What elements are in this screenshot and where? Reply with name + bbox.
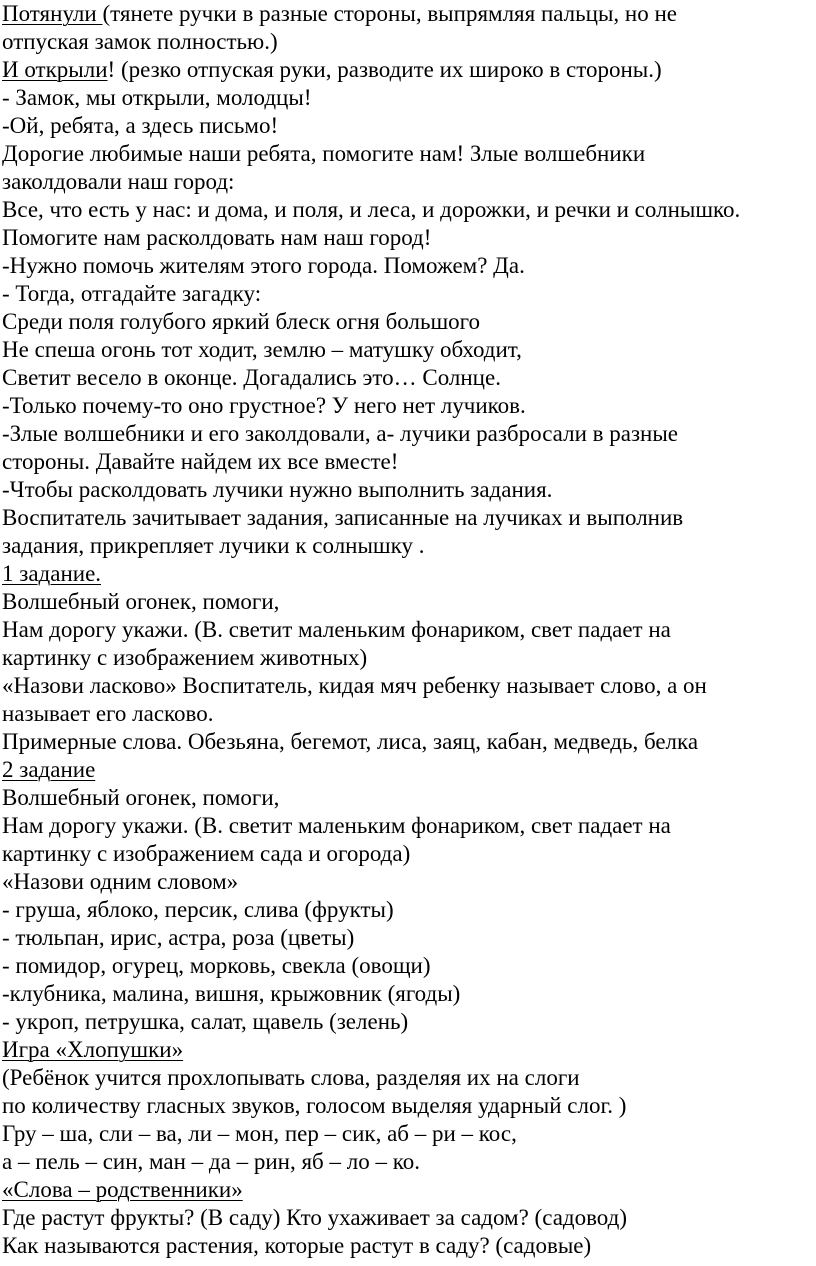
text-line: задания, прикрепляет лучики к солнышку .: [2, 533, 425, 558]
underlined-phrase: Потянули: [2, 1, 103, 26]
list-item: - укроп, петрушка, салат, щавель (зелень): [2, 1009, 409, 1034]
text-line: - Замок, мы открыли, молодцы!: [2, 85, 312, 110]
text-line: картинку с изображением животных): [2, 645, 368, 670]
text-line: Все, что есть у нас: и дома, и поля, и леса, и дорожки, и речки и солнышко.: [2, 197, 741, 222]
document-page: [2, 0, 814, 1260]
text-fragment: ! (резко отпуская руки, разводите их широко в стороны.): [107, 57, 662, 82]
text-line: Нам дорогу укажи. (В. светит маленьким фонариком, свет падает на: [2, 813, 671, 838]
text-line: -Злые волшебники и его заколдовали, а- лучики разбросали в разные: [2, 421, 679, 446]
list-item: - груша, яблоко, персик, слива (фрукты): [2, 897, 394, 922]
text-line: Как называются растения, которые растут в саду? (садовые): [2, 1233, 592, 1258]
task-1-heading: 1 задание.: [2, 561, 102, 586]
riddle-line: Среди поля голубого яркий блеск огня большого: [2, 309, 481, 334]
task-2-heading: 2 задание: [2, 757, 96, 782]
section-heading: [2, 756, 814, 784]
text-line: называет его ласково.: [2, 701, 214, 726]
text-line: отпуская замок полностью.): [2, 29, 278, 54]
text-line: Помогите нам расколдовать нам наш город!: [2, 225, 432, 250]
text-line: -Ой, ребята, а здесь письмо!: [2, 113, 279, 138]
text-line: Гру – ша, сли – ва, ли – мон, пер – сик, аб – ри – кос,: [2, 1121, 517, 1146]
text-line: -Нужно помочь жителям этого города. Поможем? Да.: [2, 253, 525, 278]
text-line: а – пель – син, ман – да – рин, яб – ло – ко.: [2, 1149, 420, 1174]
text-line: (Ребёнок учится прохлопывать слова, разделяя их на слоги: [2, 1065, 580, 1090]
riddle-line: Не спеша огонь тот ходит, землю – матушку обходит,: [2, 337, 522, 362]
text-line: Волшебный огонек, помоги,: [2, 785, 280, 810]
underlined-phrase: И открыли: [2, 57, 108, 82]
text-line: [2, 0, 814, 28]
text-line: Где растут фрукты? (В саду) Кто ухаживает за садом? (садовод): [2, 1205, 628, 1230]
text-line: заколдовали наш город:: [2, 169, 235, 194]
text-line: «Назови ласково» Воспитатель, кидая мяч ребенку называет слово, а он: [2, 673, 707, 698]
text-line: -Только почему-то оно грустное? У него нет лучиков.: [2, 393, 526, 418]
riddle-line: Светит весело в оконце. Догадались это… Солнце.: [2, 365, 501, 390]
text-line: картинку с изображением сада и огорода): [2, 841, 411, 866]
list-item: -клубника, малина, вишня, крыжовник (ягоды): [2, 981, 461, 1006]
section-heading: [2, 1036, 814, 1064]
text-line: Нам дорогу укажи. (В. светит маленьким фонариком, свет падает на: [2, 617, 671, 642]
text-line: Примерные слова. Обезьяна, бегемот, лиса, заяц, кабан, медведь, белка: [2, 729, 699, 754]
text-line: [2, 56, 814, 84]
list-item: - тюльпан, ирис, астра, роза (цветы): [2, 925, 355, 950]
text-line: - Тогда, отгадайте загадку:: [2, 281, 262, 306]
text-line: стороны. Давайте найдем их все вместе!: [2, 449, 399, 474]
game-heading: Игра «Хлопушки»: [2, 1037, 184, 1062]
section-heading: [2, 1176, 814, 1204]
list-item: - помидор, огурец, морковь, свекла (овощи): [2, 953, 431, 978]
text-line: Волшебный огонек, помоги,: [2, 589, 280, 614]
text-line: -Чтобы расколдовать лучики нужно выполнить задания.: [2, 477, 553, 502]
text-line: Воспитатель зачитывает задания, записанные на лучиках и выполнив: [2, 505, 684, 530]
text-line: «Назови одним словом»: [2, 869, 239, 894]
text-fragment: (тянете ручки в разные стороны, выпрямляя пальцы, но не: [102, 1, 677, 26]
text-line: Дорогие любимые наши ребята, помогите нам! Злые волшебники: [2, 141, 646, 166]
related-words-heading: «Слова – родственники»: [2, 1177, 243, 1202]
section-heading: [2, 560, 814, 588]
text-line: по количеству гласных звуков, голосом выделяя ударный слог. ): [2, 1093, 627, 1118]
